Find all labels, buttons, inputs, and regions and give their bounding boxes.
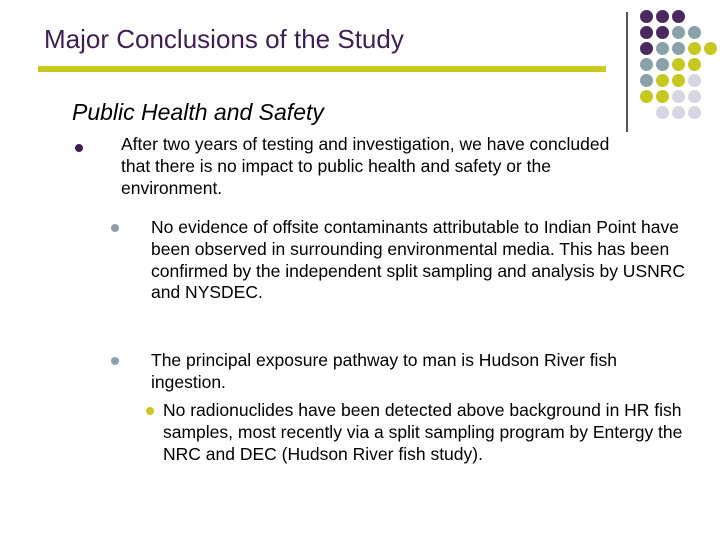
bullet-icon [75,144,83,152]
dot [688,74,701,87]
dot [672,42,685,55]
slide-title: Major Conclusions of the Study [44,24,404,54]
dot [656,106,669,119]
dot [656,90,669,103]
dot [672,106,685,119]
bullet-icon [146,407,154,415]
dot [704,42,717,55]
dot [640,90,653,103]
dot [688,26,701,39]
dot [672,10,685,23]
dot [688,106,701,119]
dot [656,10,669,23]
decorative-dot-grid [638,10,718,120]
dot [688,58,701,71]
dot [672,90,685,103]
dot [640,58,653,71]
bullet-text-1: After two years of testing and investigation, we have concluded that there is no impact to public health and safety or the environment. [121,134,610,198]
bullet-text-3: The principal exposure pathway to man is Hudson River fish ingestion. [151,350,617,392]
dot [688,90,701,103]
title-underline [38,66,606,72]
dot [640,74,653,87]
divider-line [626,12,628,132]
dot [656,58,669,71]
dot [672,58,685,71]
dot [640,26,653,39]
dot [656,26,669,39]
dot [640,42,653,55]
bullet-icon [111,357,119,365]
dot [656,74,669,87]
dot [672,26,685,39]
dot [688,42,701,55]
bullet-text-4: No radionuclides have been detected above background in HR fish samples, most recently via a split sampling program by Entergy the NRC and DEC (Hudson River fish study). [163,400,683,464]
dot [640,10,653,23]
dot [672,74,685,87]
bullet-text-2: No evidence of offsite contaminants attributable to Indian Point have been observed in surrounding environmental media. This has been confirmed by the independent split sampling and analysis by USNRC and NYSDEC. [151,217,686,303]
section-heading: Public Health and Safety [72,99,324,125]
dot [656,42,669,55]
bullet-icon [111,224,119,232]
